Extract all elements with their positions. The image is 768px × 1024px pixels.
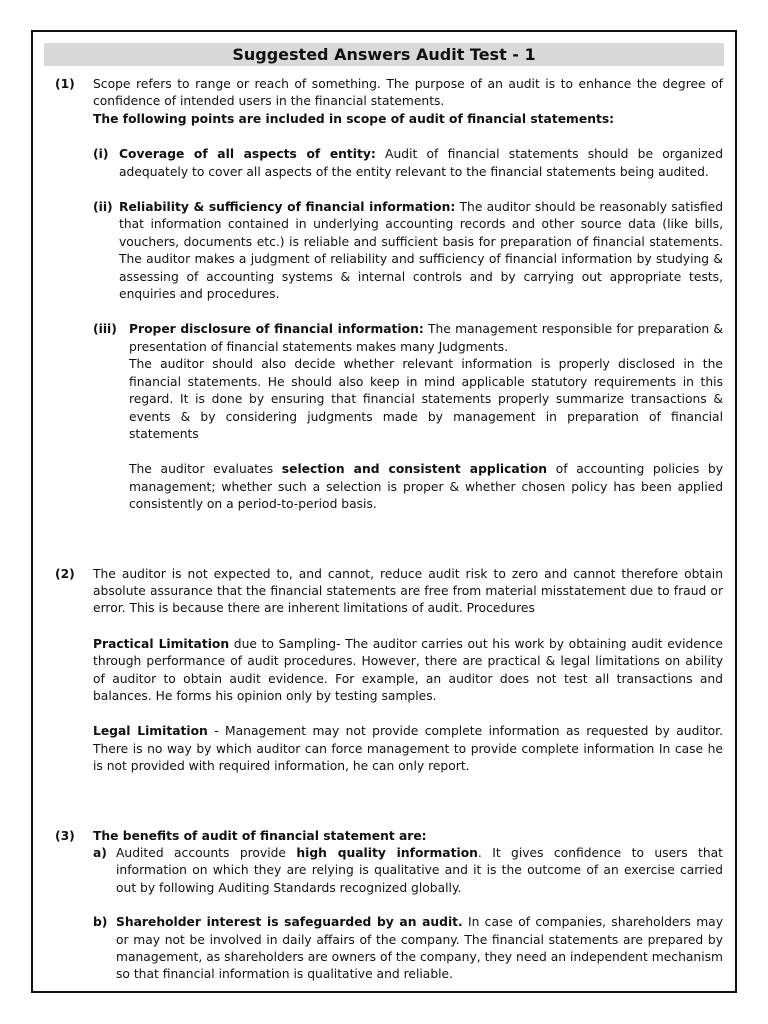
benefit-b [93,914,723,984]
point-iii-text-3 [129,461,723,513]
point-iii-marker: (iii) [93,322,117,337]
point-ii-marker: (ii) [93,200,113,215]
point-ii-text [119,199,723,303]
point-iii-text-2: The auditor should also decide whether relevant information is properly disclosed in the financial statements. He should also keep in mind applicable statutory requirements in this regard. It is done by ensuring that financial statements properly summarize transactions & events & by considering judgments made by management in preparation of financial statements [129,357,723,441]
practical-limitation-body: due to Sampling- The auditor carries out his work by obtaining audit evidence through performance of audit procedures. However, there are practical & legal limitations on ability of auditor to obtain audit evidence. For example, an auditor does not test all transactions and balances. He forms his opinion only by testing samples. [93,636,723,703]
benefit-a [93,845,723,897]
point-i-title: Coverage of all aspects of entity: [119,147,376,162]
point-i [93,146,723,181]
point-i-marker: (i) [93,147,109,162]
answer-2-number: (2) [55,566,75,581]
point-iii-text-3-bold: selection and consistent application [281,462,548,477]
practical-limitation [93,636,723,706]
answer-3 [55,828,723,984]
legal-limitation-body: - Management may not provide complete information as requested by auditor. There is no way by which auditor can force management to provide complete information In case he is not provided with required information, he can only report. [93,724,723,774]
point-i-text [119,146,723,181]
point-ii [93,199,723,303]
answers-content [55,76,723,984]
point-iii [93,321,723,513]
benefit-a-post: . It gives confidence to users that information on which they are relying is qualitative and it is the outcome of an exercise carried out by following Auditing Standards recognized globally. [116,846,723,895]
benefit-b-bold: Shareholder interest is safeguarded by an audit. [116,915,463,930]
answer-1 [55,76,723,514]
answer-3-number: (3) [55,828,75,843]
practical-limitation-title: Practical Limitation [93,636,230,651]
point-iii-body: The management responsible for preparation & presentation of financial statements makes many Judgments. [129,322,723,354]
legal-limitation-title: Legal Limitation [93,724,208,739]
point-iii-text-3-post: of accounting policies by management; whether such a selection is proper & whether chosen policy has been applied consistently on a period-to-period basis. [129,462,724,512]
point-iii-text-3-pre: The auditor evaluates [129,462,282,477]
point-iii-title: Proper disclosure of financial information: [129,322,424,337]
benefit-b-text [116,914,723,984]
benefit-b-post: In case of companies, shareholders may or may not be involved in daily affairs of the company. The financial statements are prepared by management, as shareholders are owners of the company, they need an independent mechanism so that financial information is qualitative and reliable. [116,915,723,982]
point-i-body: Audit of financial statements should be organized adequately to cover all aspects of the entity relevant to the financial statements being audited. [119,147,724,179]
benefit-a-marker: a) [93,846,107,860]
answer-1-intro: Scope refers to range or reach of something. The purpose of an audit is to enhance the degree of confidence of intended users in the financial statements. [93,77,723,109]
answer-2-intro: The auditor is not expected to, and cannot, reduce audit risk to zero and cannot therefore obtain absolute assurance that the financial statements are free from material misstatement due to fraud or error. This is because there are inherent limitations of audit. Procedures [93,566,723,616]
benefit-b-marker: b) [93,915,108,930]
answer-1-heading: The following points are included in scope of audit of financial statements: [93,111,615,126]
benefit-a-bold: high quality information [296,846,478,860]
benefit-a-pre: Audited accounts provide [116,846,297,860]
answer-1-number: (1) [55,77,75,91]
page-title: Suggested Answers Audit Test - 1 [44,43,724,66]
benefit-a-text [116,845,723,897]
point-ii-title: Reliability & sufficiency of financial information: [119,200,456,215]
point-iii-text [129,321,723,356]
answer-3-heading: The benefits of audit of financial statement are: [93,828,427,843]
answer-2 [55,566,723,776]
legal-limitation [93,723,723,775]
point-ii-body: The auditor should be reasonably satisfied that information contained in underlying accounting records and other source data (like bills, vouchers, documents etc.) is reliable and sufficient basis for preparation of financial statements. The auditor makes a judgment of reliability and sufficiency of financial information by studying & assessing of accounting systems & internal controls and by carrying out appropriate tests, enquiries and procedures. [119,200,724,302]
